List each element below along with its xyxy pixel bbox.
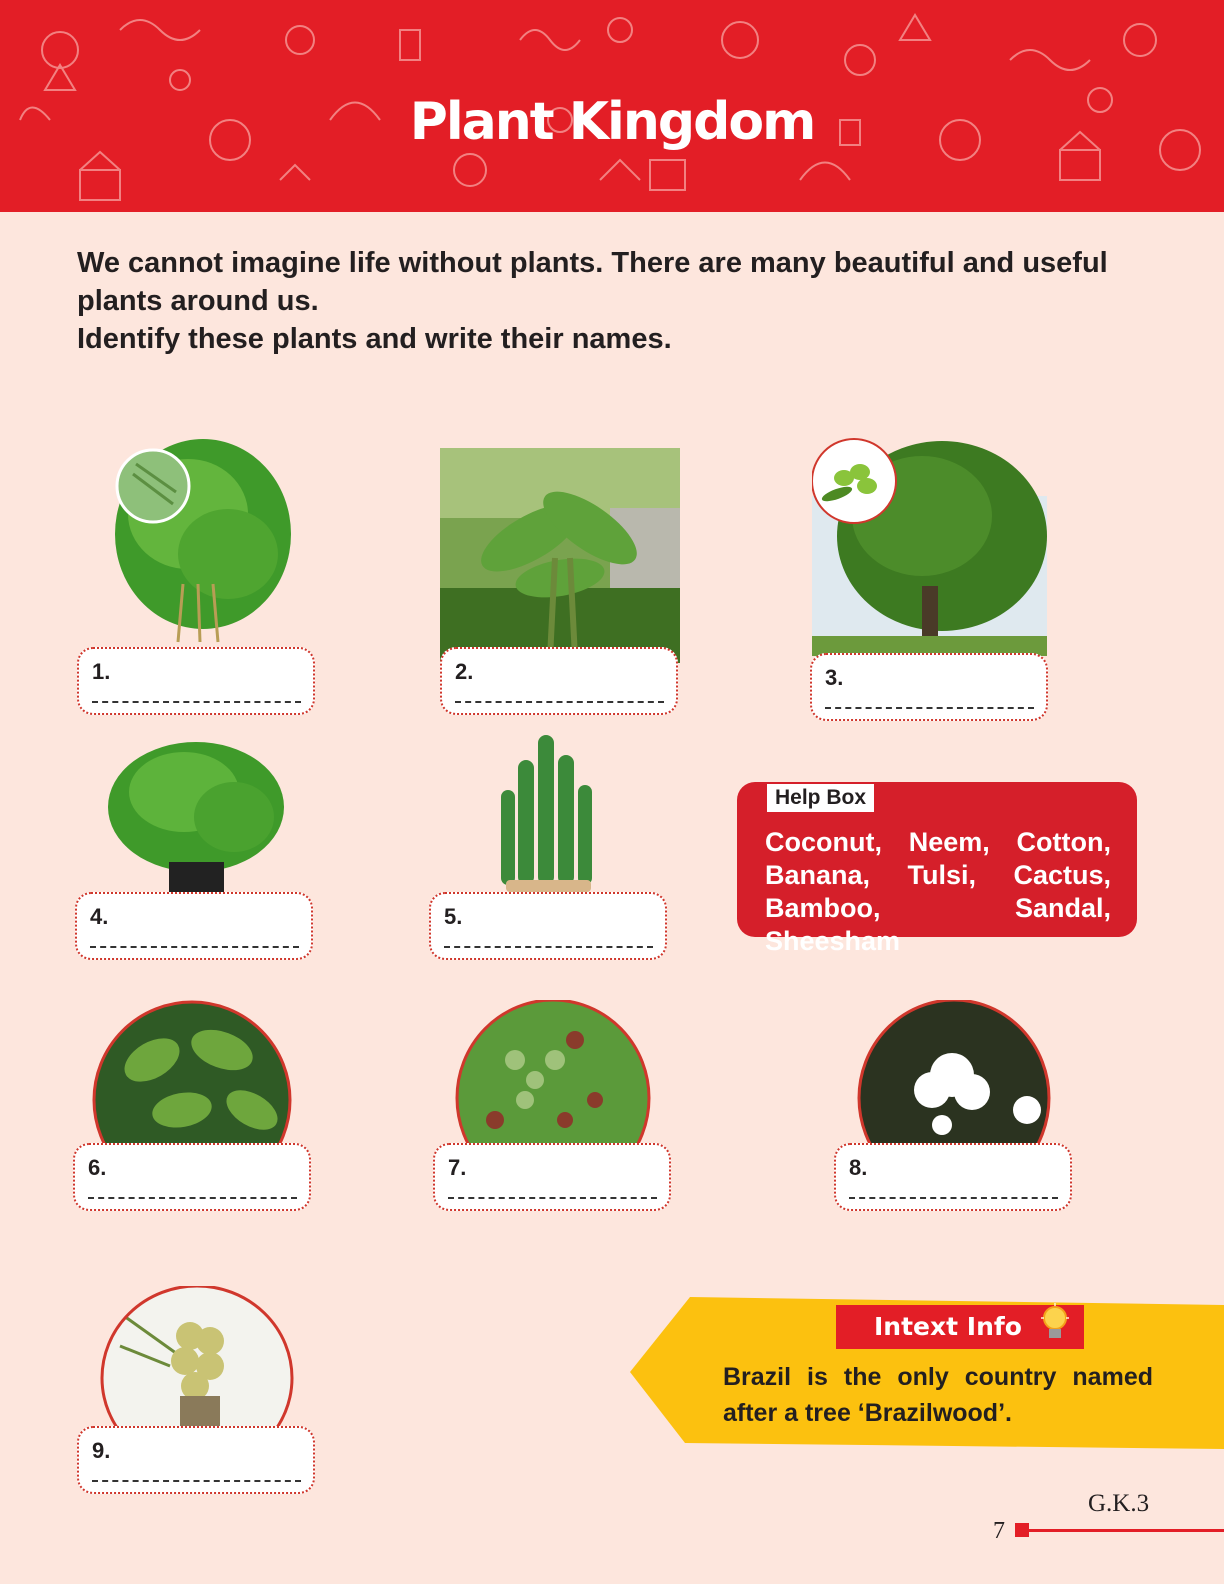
answer-line [88,1197,297,1199]
cactus-plant-image [496,730,601,892]
sheesham-leaves-image [92,1000,292,1148]
book-title: G.K.3 [1088,1490,1150,1517]
page-title: Plant Kingdom [409,92,815,152]
bamboo-plant-image [108,434,293,644]
help-box-words [765,826,1111,958]
plant-number: 5. [444,904,463,929]
answer-field-1[interactable] [77,647,315,715]
answer-field-7[interactable] [433,1143,671,1211]
intext-info-box [630,1297,1224,1454]
answer-line [849,1197,1058,1199]
answer-line [90,946,299,948]
plant-number: 3. [825,665,844,690]
answer-field-5[interactable] [429,892,667,960]
plant-number: 9. [92,1438,111,1463]
footer-rule [1018,1529,1224,1532]
plant-number: 4. [90,904,109,929]
coconut-cluster-image [100,1286,294,1428]
answer-field-2[interactable] [440,647,678,715]
answer-field-9[interactable] [77,1426,315,1494]
answer-line [448,1197,657,1199]
plant-number: 2. [455,659,474,684]
plant-number: 7. [448,1155,467,1180]
cotton-boll-image [857,1000,1051,1148]
page-number: 7 [993,1518,1005,1544]
help-box [737,782,1137,956]
answer-line [455,701,664,703]
intro-text [77,244,1157,358]
answer-field-3[interactable] [810,653,1048,721]
help-box-line: Banana, Tulsi, Cactus, [765,860,1111,890]
intext-fact: Brazil is the only country named after a tree ‘Brazilwood’. [723,1363,1153,1427]
page-header [0,0,1224,212]
plant-number: 8. [849,1155,868,1180]
neem-tree-image [812,436,1047,656]
intro-line: We cannot imagine life without plants. There are many beautiful and useful [77,247,1108,279]
help-box-label: Help Box [767,784,874,812]
banana-plant-image [440,448,680,663]
intro-line: plants around us. [77,285,319,317]
light-bulb-icon [1038,1303,1072,1343]
answer-field-4[interactable] [75,892,313,960]
help-box-line: Coconut, Neem, Cotton, [765,827,1111,857]
intext-info-label: Intext Info [836,1305,1084,1349]
tulsi-plant-image [104,737,289,897]
plant-number: 1. [92,659,111,684]
answer-field-6[interactable] [73,1143,311,1211]
plant-number: 6. [88,1155,107,1180]
answer-line [444,946,653,948]
answer-line [92,1480,301,1482]
answer-line [825,707,1034,709]
help-box-line: Bamboo, Sandal, Sheesham [765,893,1111,956]
answer-line [92,701,301,703]
sandal-flowers-image [455,1000,651,1148]
instruction-line: Identify these plants and write their names. [77,323,672,355]
answer-field-8[interactable] [834,1143,1072,1211]
